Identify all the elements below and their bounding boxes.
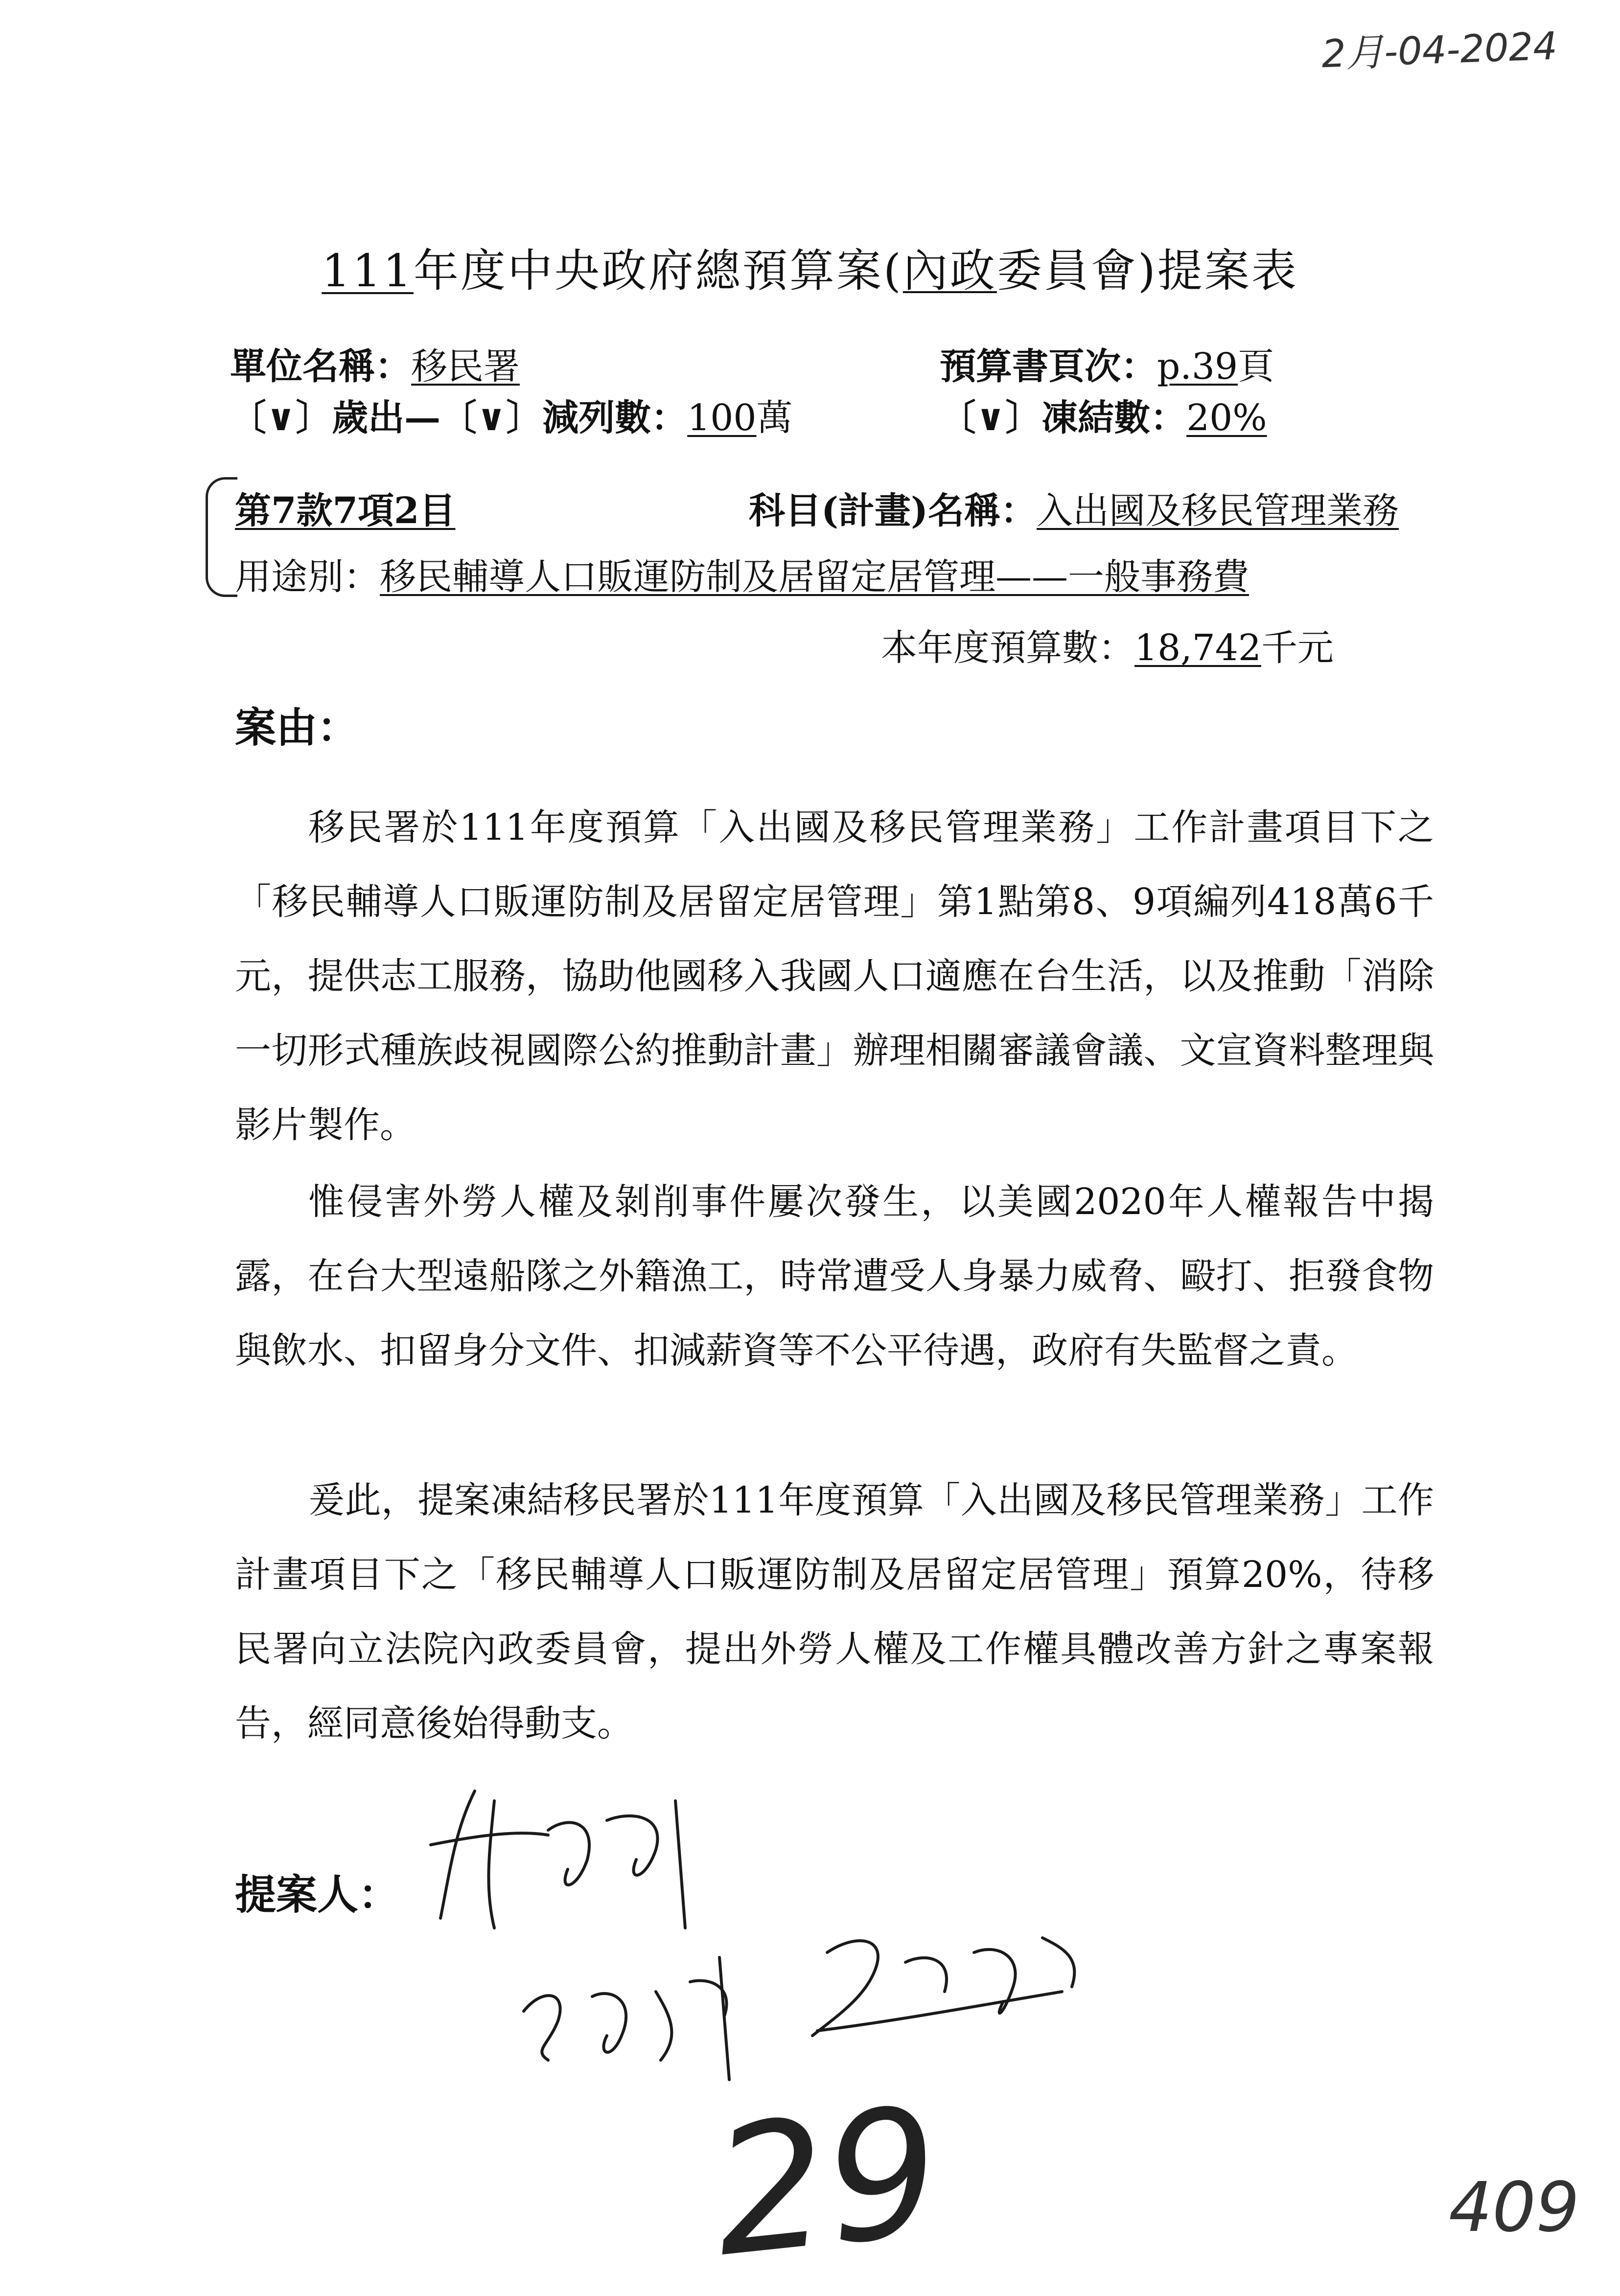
reason-heading: 案由：: [235, 703, 359, 752]
reason-paragraph: 惟侵害外勞人權及剝削事件屢次發生，以美國2020年人權報告中揭露，在台大型遠船隊之外籍漁工，時常遭受人身暴力威脅、毆打、拒發食物與飲水、扣留身分文件、扣減薪資等不公平待遇，政府有失監督之責。: [235, 1181, 1434, 1372]
title-text: 年度中央政府總預算案(: [413, 245, 903, 297]
budget-page-label: 預算書頁次：: [940, 345, 1157, 388]
title-year: 111: [322, 245, 414, 297]
annual-budget-label: 本年度預算數：: [881, 627, 1134, 669]
title-text-2: 委員會)提案表: [996, 245, 1298, 297]
corner-page-number: 409: [1449, 2168, 1580, 2248]
unit-name-label: 單位名稱：: [230, 345, 411, 388]
usage-label: 用途別：: [235, 556, 380, 598]
handwritten-signature: [514, 1938, 808, 2085]
freeze-amount-label: 〔∨〕凍結數：: [940, 397, 1187, 439]
annual-budget-suffix: 千元: [1261, 627, 1334, 669]
subject-label: 科目(計畫)名稱：: [749, 490, 1037, 532]
freeze-amount-row: [940, 389, 1267, 441]
proposer-label: 提案人：: [235, 1870, 400, 1919]
freeze-amount-value: 20%: [1186, 397, 1267, 439]
cut-amount-label: 〔∨〕歲出—〔∨〕減列數：: [230, 397, 688, 439]
subject-value: 入出國及移民管理業務: [1037, 490, 1399, 532]
budget-page-suffix: 頁: [1238, 345, 1274, 388]
budget-page-row: [940, 338, 1274, 390]
usage-row: [235, 548, 1249, 600]
page-title: [0, 235, 1620, 299]
handwritten-signature: [421, 1771, 724, 1933]
usage-value: 移民輔導人口販運防制及居留定居管理——一般事務費: [380, 556, 1249, 598]
cut-amount-row: [230, 389, 792, 441]
cut-amount-suffix: 萬: [756, 397, 793, 439]
cut-amount-value: 100: [687, 397, 757, 439]
handwritten-signature: [798, 1908, 1106, 2055]
unit-name-value: 移民署: [411, 345, 520, 388]
budget-page-value: p.39: [1157, 345, 1238, 388]
handwritten-date-stamp: 2月-04-2024: [1320, 24, 1558, 77]
reason-paragraph: 移民署於111年度預算「入出國及移民管理業務」工作計畫項目下之「移民輔導人口販運防制及居留定居管理」第1點第8、9項編列418萬6千元，提供志工服務，協助他國移入我國人口適應在台生活，以及推動「消除一切形式種族歧視國際公約推動計畫」辦理相關審議會議、文宣資料整理與影片製作。: [235, 806, 1434, 1146]
subject-row: [749, 482, 1399, 534]
handwritten-number: 29: [704, 2068, 949, 2296]
reason-paragraph: 爰此，提案凍結移民署於111年度預算「入出國及移民管理業務」工作計畫項目下之「移民輔導人口販運防制及居留定居管理」預算20%，待移民署向立法院內政委員會，提出外勞人權及工作權具體改善方針之專案報告，經同意後始得動支。: [235, 1479, 1434, 1745]
title-committee: 內政: [903, 245, 997, 297]
annual-budget-row: [881, 619, 1334, 671]
bracket-decoration: [206, 477, 237, 597]
unit-name-row: [230, 338, 520, 390]
annual-budget-value: 18,742: [1134, 627, 1261, 669]
item-code: 第7款7項2目: [235, 490, 456, 532]
